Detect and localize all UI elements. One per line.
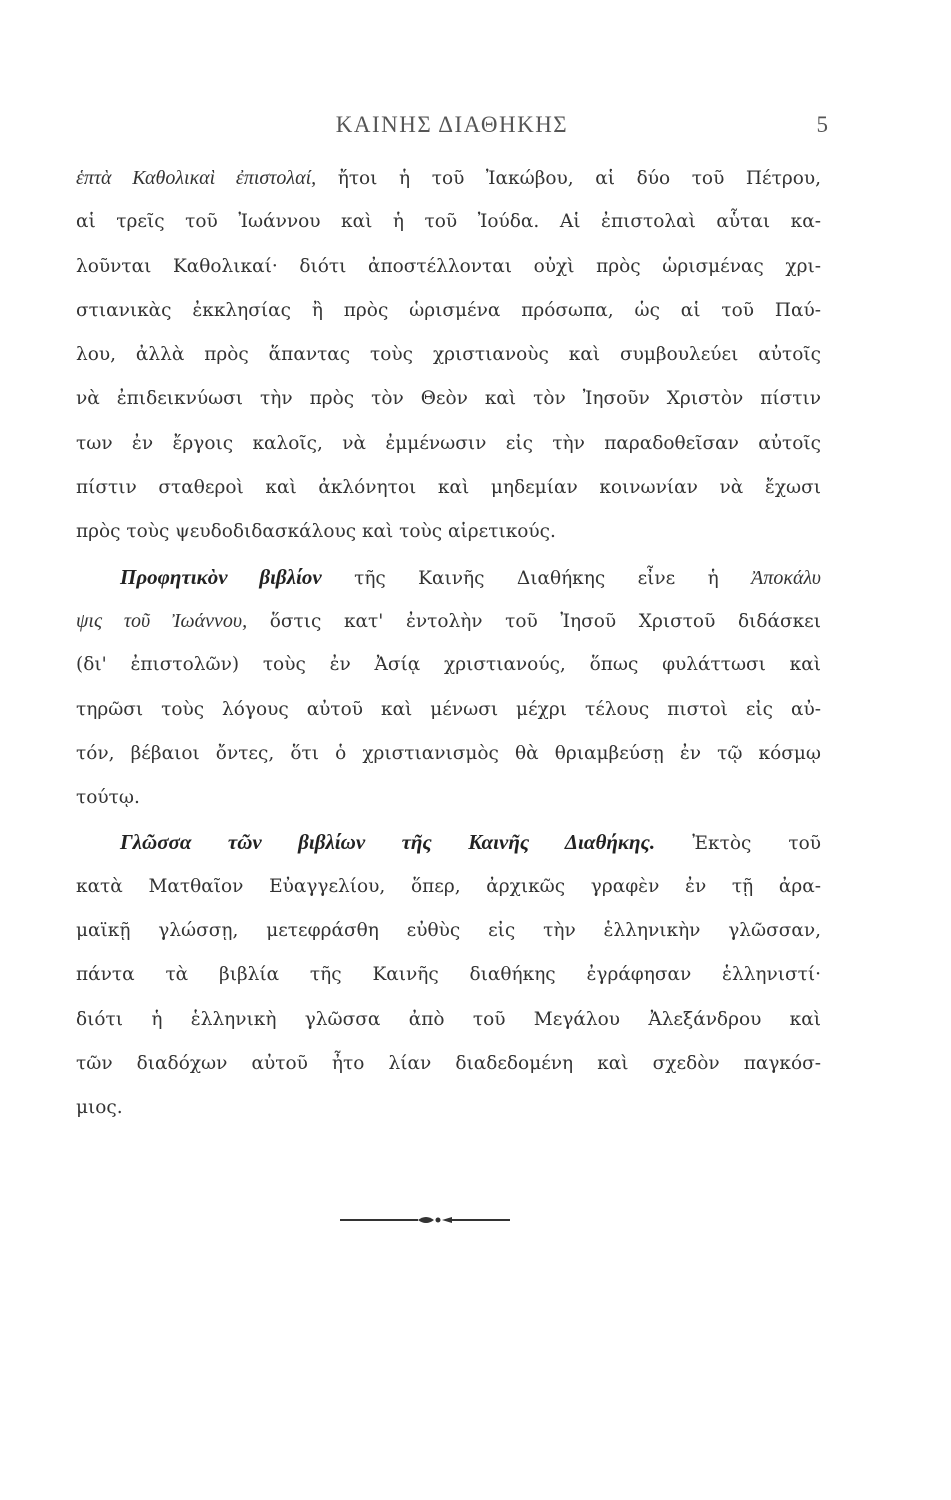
text-line: διότι ἡ ἑλληνικὴ γλῶσσα ἀπὸ τοῦ Μεγάλου Ἀλεξάνδρου καὶ: [76, 1008, 821, 1030]
text-span: ὅστις κατ' ἐντολὴν τοῦ Ἰησοῦ Χριστοῦ διδάσκει: [247, 610, 821, 632]
text-line: [76, 599, 821, 643]
italic-phrase: Ἀποκάλυ: [751, 566, 821, 589]
text-line: μαϊκῇ γλώσσῃ, μετεφράσθη εὐθὺς εἰς τὴν ἑλληνικὴν γλῶσσαν,: [76, 920, 821, 942]
running-head: ΚΑΙΝΗΣ ΔΙΑΘΗΚΗΣ: [335, 112, 569, 137]
text-line: πρὸς τοὺς ψευδοδιδασκάλους καὶ τοὺς αἱρετικούς.: [76, 521, 556, 543]
italic-phrase: ψις τοῦ Ἰωάννου,: [76, 609, 248, 632]
page-number: 5: [816, 112, 828, 137]
text-span: τῆς Καινῆς Διαθήκης εἶνε ἡ: [321, 567, 752, 589]
text-line: των ἐν ἔργοις καλοῖς, νὰ ἐμμένωσιν εἰς τὴν παραδοθεῖσαν αὐτοῖς: [76, 432, 821, 454]
text-line: λου, ἀλλὰ πρὸς ἅπαντας τοὺς χριστιανοὺς καὶ συμβουλεύει αὐτοῖς: [76, 344, 821, 366]
text-line: νὰ ἐπιδεικνύωσι τὴν πρὸς τὸν Θεὸν καὶ τὸν Ἰησοῦν Χριστὸν πίστιν: [76, 388, 821, 410]
text-line: μιος.: [76, 1097, 123, 1119]
text-span: Ἐκτὸς τοῦ: [655, 833, 821, 855]
text-line: τόν, βέβαιοι ὄντες, ὅτι ὁ χριστιανισμὸς θὰ θριαμβεύσῃ ἐν τῷ κόσμῳ: [76, 742, 821, 764]
text-line: [76, 555, 821, 599]
text-line: [76, 156, 821, 200]
page-header: [76, 112, 828, 152]
text-span: ἤτοι ἡ τοῦ Ἰακώβου, αἱ δύο τοῦ Πέτρου,: [316, 168, 821, 189]
text-line: κατὰ Ματθαῖον Εὐαγγελίου, ὅπερ, ἀρχικῶς γραφὲν ἐν τῇ ἀρα-: [76, 875, 821, 897]
text-line: πίστιν σταθεροὶ καὶ ἀκλόνητοι καὶ μηδεμίαν κοινωνίαν νὰ ἔχωσι: [76, 477, 821, 499]
text-line: λοῦνται Καθολικαί· διότι ἀποστέλλονται οὐχὶ πρὸς ὡρισμένας χρι-: [76, 255, 821, 277]
text-line: [76, 820, 821, 864]
text-line: τούτῳ.: [76, 787, 140, 809]
text-line: πάντα τὰ βιβλία τῆς Καινῆς διαθήκης ἐγράφησαν ἑλληνιστί·: [76, 964, 821, 986]
text-line: (δι' ἐπιστολῶν) τοὺς ἐν Ἀσίᾳ χριστιανούς, ὅπως φυλάττωσι καὶ: [76, 654, 821, 676]
text-line: αἱ τρεῖς τοῦ Ἰωάννου καὶ ἡ τοῦ Ἰούδα. Αἱ ἐπιστολαὶ αὗται κα-: [76, 211, 821, 233]
italic-phrase: ἑπτὰ Καθολικαὶ ἐπιστολαί,: [76, 167, 317, 189]
body-text: [76, 156, 821, 1131]
section-heading: Γλῶσσα τῶν βιβλίων τῆς Καινῆς Διαθήκης.: [120, 830, 656, 855]
section-heading: Προφητικὸν βιβλίον: [120, 564, 322, 589]
ornament-divider-icon: [340, 1210, 510, 1230]
text-line: τῶν διαδόχων αὐτοῦ ἦτο λίαν διαδεδομένη καὶ σχεδὸν παγκόσ-: [76, 1052, 821, 1074]
text-line: τηρῶσι τοὺς λόγους αὐτοῦ καὶ μένωσι μέχρι τέλους πιστοὶ εἰς αὐ-: [76, 698, 821, 720]
text-line: στιανικὰς ἐκκλησίας ἢ πρὸς ὡρισμένα πρόσωπα, ὡς αἱ τοῦ Παύ-: [76, 299, 821, 321]
